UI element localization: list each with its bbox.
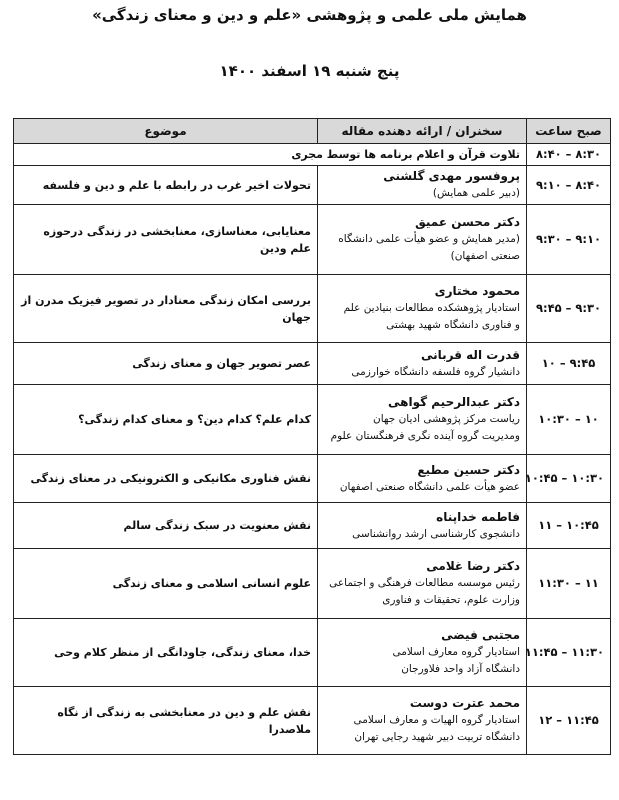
table-row [14, 343, 611, 385]
topic-cell: کدام علم؟ کدام دین؟ و معنای کدام زندگی؟ [14, 385, 318, 455]
table-row [14, 166, 611, 205]
topic-cell: نقش علم و دین در معنابخشی به زندگی از نگاه ملاصدرا [14, 687, 318, 755]
speaker-affiliation: صنعتی اصفهان) [450, 250, 520, 262]
speaker-name: پروفسور مهدی گلشنی [383, 169, 520, 183]
speaker-name: دکتر رضا غلامی [426, 559, 520, 573]
table-header-row [14, 119, 611, 144]
speaker-cell [318, 205, 527, 275]
speaker-name: فاطمه خداپناه [436, 509, 520, 524]
table-row [14, 455, 611, 503]
time-cell: ۹:۱۰ – ۹:۳۰ [527, 205, 611, 275]
speaker-affiliation: عضو هیأت علمی دانشگاه صنعتی اصفهان [339, 480, 520, 493]
speaker-affiliation: دانشجوی کارشناسی ارشد روانشناسی [352, 527, 520, 540]
speaker-affiliation: دانشیار گروه فلسفه دانشگاه خوارزمی [351, 365, 520, 378]
speaker-name: مجتبی فیضی [441, 628, 520, 642]
speaker-affiliation: استادیار گروه معارف اسلامی [392, 646, 520, 658]
column-header-topic: موضوع [14, 119, 318, 144]
speaker-affiliation: (دبیر علمی همایش) [432, 187, 520, 199]
conference-title: همایش ملی علمی و پژوهشی «علم و دین و معنای زندگی» [92, 6, 527, 24]
speaker-affiliation: ریاست مرکز پژوهشی ادیان جهان [373, 413, 520, 425]
speaker-cell [318, 619, 527, 687]
speaker-cell [318, 455, 527, 503]
topic-cell: عصر تصویر جهان و معنای زندگی [14, 343, 318, 385]
speaker-cell [318, 549, 527, 619]
time-cell: ۱۱:۴۵ – ۱۲ [527, 687, 611, 755]
time-cell: ۹:۴۵ – ۱۰ [527, 343, 611, 385]
topic-cell: تحولات اخیر غرب در رابطه با علم و دین و فلسفه [14, 166, 318, 205]
time-cell: ۱۰:۳۰ – ۱۰:۴۵ [527, 455, 611, 503]
table-row [14, 385, 611, 455]
speaker-cell [318, 275, 527, 343]
conference-date: پنج شنبه ۱۹ اسفند ۱۴۰۰ [219, 62, 400, 80]
speaker-name: محمود مختاری [434, 284, 520, 298]
time-cell: ۱۰:۴۵ – ۱۱ [527, 503, 611, 549]
topic-cell: نقش معنویت در سبک زندگی سالم [14, 503, 318, 549]
time-cell: ۱۱:۳۰ – ۱۱:۴۵ [527, 619, 611, 687]
topic-cell: معنایابی، معناسازی، معنابخشی در زندگی درحوزه علم ودین [14, 205, 318, 275]
speaker-affiliation: و فناوری دانشگاه شهید بهشتی [386, 319, 520, 331]
speaker-affiliation: استادیار گروه الهیات و معارف اسلامی [353, 714, 520, 726]
table-row [14, 687, 611, 755]
speaker-affiliation: رئیس موسسه مطالعات فرهنگی و اجتماعی [329, 577, 520, 589]
speaker-name: دکتر عبدالرحیم گواهی [388, 395, 520, 409]
speaker-affiliation: (مدیر همایش و عضو هیأت علمی دانشگاه [338, 233, 520, 245]
topic-cell: علوم انسانی اسلامی و معنای زندگی [14, 549, 318, 619]
speaker-cell [318, 687, 527, 755]
time-cell: ۱۰ – ۱۰:۳۰ [527, 385, 611, 455]
speaker-cell [318, 166, 527, 205]
time-cell: ۸:۳۰ – ۸:۴۰ [527, 144, 611, 166]
table-row [14, 619, 611, 687]
schedule-table [13, 118, 611, 755]
speaker-affiliation: وزارت علوم، تحقیقات و فناوری [382, 594, 520, 606]
speaker-cell [318, 503, 527, 549]
table-row [14, 549, 611, 619]
opening-program-cell: تلاوت قرآن و اعلام برنامه ها توسط مجری [14, 144, 527, 166]
topic-cell: خدا، معنای زندگی، جاودانگی از منظر کلام وحی [14, 619, 318, 687]
speaker-name: محمد عترت دوست [409, 696, 520, 710]
table-row [14, 275, 611, 343]
speaker-affiliation: دانشگاه آزاد واحد فلاورجان [401, 663, 520, 675]
speaker-name: دکتر محسن عمیق [415, 215, 520, 229]
table-row [14, 144, 611, 166]
speaker-affiliation: دانشگاه تربیت دبیر شهید رجایی تهران [354, 731, 520, 743]
column-header-time: صبح ساعت [527, 119, 611, 144]
table-row [14, 205, 611, 275]
speaker-name: قدرت اله قربانی [421, 347, 520, 362]
time-cell: ۱۱ – ۱۱:۳۰ [527, 549, 611, 619]
speaker-cell [318, 343, 527, 385]
speaker-cell [318, 385, 527, 455]
table-row [14, 503, 611, 549]
topic-cell: بررسی امکان زندگی معنادار در تصویر فیزیک مدرن از جهان [14, 275, 318, 343]
column-header-speaker: سخنران / ارائه دهنده مقاله [318, 119, 527, 144]
time-cell: ۸:۴۰ – ۹:۱۰ [527, 166, 611, 205]
topic-cell: نقش فناوری مکانیکی و الکترونیکی در معنای زندگی [14, 455, 318, 503]
time-cell: ۹:۳۰ – ۹:۴۵ [527, 275, 611, 343]
speaker-affiliation: استادیار پژوهشکده مطالعات بنیادین علم [343, 302, 520, 314]
speaker-affiliation: ومدیریت گروه آینده نگری فرهنگستان علوم [330, 430, 520, 442]
schedule-rows [14, 144, 611, 755]
speaker-name: دکتر حسین مطیع [417, 462, 520, 477]
